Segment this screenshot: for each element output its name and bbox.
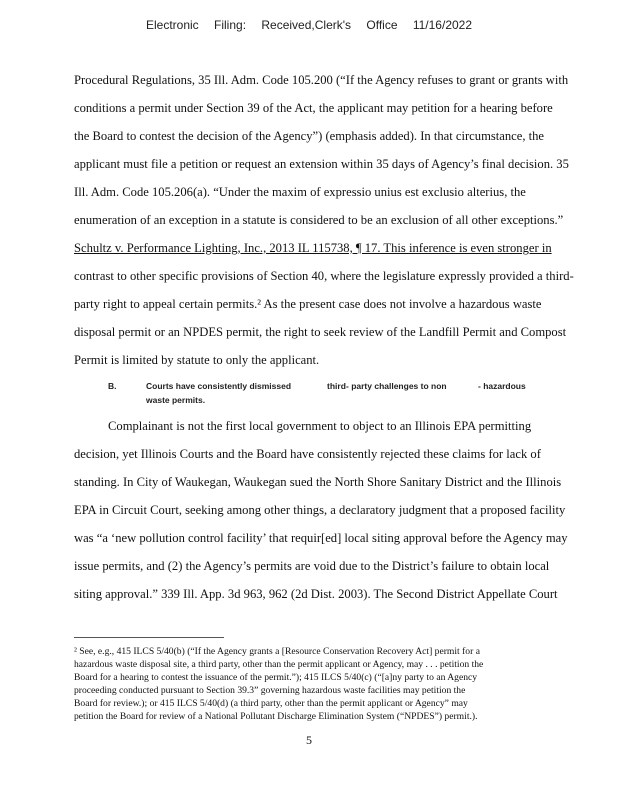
- body-line: was “a ‘new pollution control facility’ that requir[ed] local siting approval before the Agency may: [74, 531, 568, 545]
- body-line: applicant must file a petition or request an extension within 35 days of Agency’s final decision. 35: [74, 157, 569, 171]
- footnote-line: hazardous waste disposal site, a third party, other than the permit applicant or Agency, may . . . petition the: [74, 659, 484, 670]
- section-heading-text: waste permits.: [146, 395, 206, 405]
- body-line: Ill. Adm. Code 105.206(a). “Under the maxim of expressio unius est exclusio alterius, the: [74, 185, 526, 199]
- body-line: the Board to contest the decision of the Agency”) (emphasis added). In that circumstance, the: [74, 129, 545, 143]
- section-heading-text: - hazardous: [478, 381, 526, 391]
- footnote-line: proceeding conducted pursuant to Section 39.3” governing hazardous waste facilities may petition the: [74, 685, 466, 696]
- footnote-line: ² See, e.g., 415 ILCS 5/40(b) (“If the Agency grants a [Resource Conservation Recovery Act] permit for a: [74, 646, 480, 657]
- body-line: standing. In City of Waukegan, Waukegan sued the North Shore Sanitary District and the Illinois: [74, 475, 562, 489]
- body-line: Procedural Regulations, 35 Ill. Adm. Code 105.200 (“If the Agency refuses to grant or grants with: [74, 73, 569, 87]
- header-office: Office: [366, 18, 398, 32]
- header-filing: Filing:: [214, 18, 247, 32]
- footnote-line: Board for review.); or 415 ILCS 5/40(d) (a third party, other than the permit applicant or Agency” may: [74, 698, 468, 709]
- case-citation-line: Schultz v. Performance Lighting, Inc., 2013 IL 115738, ¶ 17. This inference is even stronger in: [74, 241, 552, 255]
- body-line: siting approval.” 339 Ill. App. 3d 963, 962 (2d Dist. 2003). The Second District Appellate Court: [74, 587, 558, 601]
- body-line: EPA in Circuit Court, seeking among other things, a declaratory judgment that a proposed facility: [74, 503, 566, 517]
- footnote-divider: [74, 637, 224, 638]
- section-heading-text: - party challenges to non: [346, 381, 447, 391]
- body-line: contrast to other specific provisions of Section 40, where the legislature expressly provided a third-: [74, 269, 574, 283]
- footnote-line: petition the Board for review of a National Pollutant Discharge Elimination System (“NPDES”) permit.).: [74, 711, 478, 722]
- footnote-line: Board for a hearing to contest the issuance of the permit.”); 415 ILCS 5/40(c) (“[a]ny party to an Agency: [74, 672, 478, 683]
- section-letter: B.: [108, 381, 117, 391]
- header-received: Received,Clerk's: [261, 18, 352, 32]
- header-electronic: Electronic: [145, 18, 199, 32]
- body-line: Complainant is not the first local government to object to an Illinois EPA permitting: [108, 419, 532, 433]
- body-line: conditions a permit under Section 39 of the Act, the applicant may petition for a hearing before: [74, 101, 553, 115]
- section-heading-text: Courts have consistently dismissed: [146, 381, 292, 391]
- body-line: decision, yet Illinois Courts and the Board have consistently rejected these claims for lack of: [74, 447, 541, 461]
- body-line: Permit is limited by statute to only the applicant.: [74, 353, 320, 367]
- section-heading-text: third: [327, 381, 346, 391]
- header-date: 11/16/2022: [412, 18, 473, 32]
- body-line: issue permits, and (2) the Agency’s permits are void due to the District’s failure to obtain local: [74, 559, 550, 573]
- body-line: enumeration of an exception in a statute is considered to be an exclusion of all other exceptions.”: [74, 213, 564, 227]
- body-line: party right to appeal certain permits.² As the present case does not involve a hazardous waste: [74, 297, 542, 311]
- body-line: disposal permit or an NPDES permit, the right to seek review of the Landfill Permit and Compost: [74, 325, 567, 339]
- filing-stamp-header: [0, 18, 618, 32]
- page-number: 5: [306, 733, 312, 747]
